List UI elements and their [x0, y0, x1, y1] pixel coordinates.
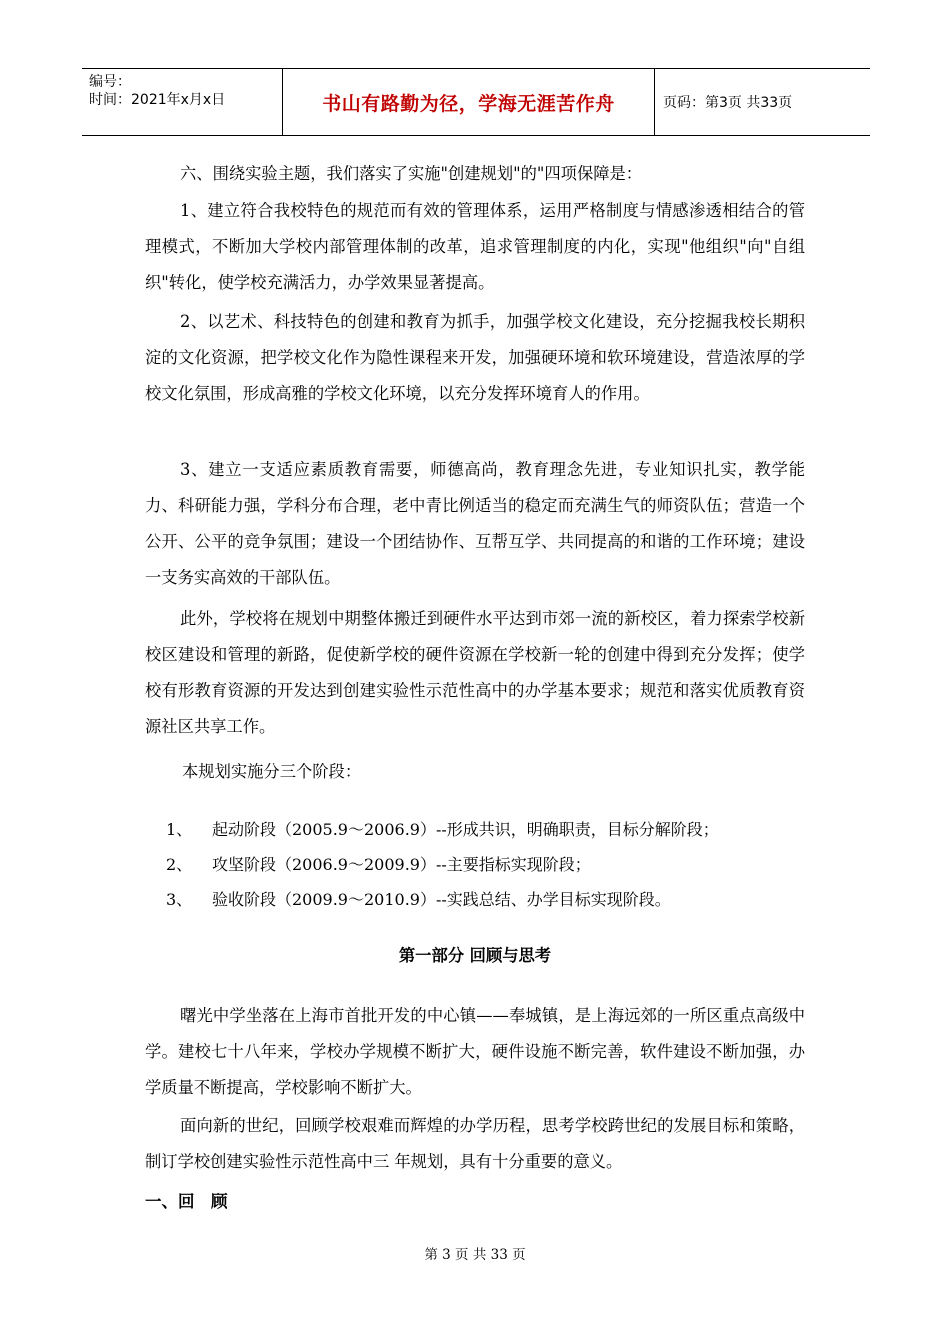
header-meta	[82, 69, 283, 135]
stage-number: 3、	[166, 890, 193, 909]
stage-item	[166, 820, 719, 840]
paragraph-6: 面向新的世纪，回顾学校艰难而辉煌的办学历程，思考学校跨世纪的发展目标和策略，制订学校创建实验性示范性高中三 年规划，具有十分重要的意义。	[145, 1116, 805, 1171]
page-footer: 第 3 页 共 33 页	[424, 1247, 526, 1263]
stage-item	[166, 855, 591, 875]
doc-time-label: 时间：2021年x月x日	[89, 92, 226, 108]
stage-text: 起动阶段（2005.9～2006.9）--形成共识，明确职责，目标分解阶段；	[212, 820, 719, 839]
paragraph-5: 曙光中学坐落在上海市首批开发的中心镇——奉城镇，是上海远郊的一所区重点高级中学。建校七十八年来，学校办学规模不断扩大，硬件设施不断完善，软件建设不断加强，办学质量不断提高，学校影响不断扩大。	[145, 1006, 805, 1097]
stage-text: 攻坚阶段（2006.9～2009.9）--主要指标实现阶段；	[212, 855, 591, 874]
header-motto-cell	[283, 69, 655, 135]
page-header	[82, 68, 870, 136]
paragraph-3: 3、建立一支适应素质教育需要，师德高尚，教育理念先进，专业知识扎实，教学能力、科研能力强，学科分布合理，老中青比例适当的稳定而充满生气的师资队伍；营造一个公开、公平的竞争氛围；建设一个团结协作、互帮互学、共同提高的和谐的工作环境；建设一支务实高效的干部队伍。	[145, 460, 805, 587]
paragraph-2: 2、以艺术、科技特色的创建和教育为抓手，加强学校文化建设，充分挖掘我校长期积淀的文化资源，把学校文化作为隐性课程来开发，加强硬环境和软环境建设，营造浓厚的学校文化氛围，形成高雅的学校文化环境，以充分发挥环境育人的作用。	[145, 312, 805, 403]
stage-text: 验收阶段（2009.9～2010.9）--实践总结、办学目标实现阶段。	[212, 890, 671, 909]
stage-number: 2、	[166, 855, 193, 874]
header-motto: 书山有路勤为径，学海无涯苦作舟	[322, 92, 615, 115]
intro-line: 六、围绕实验主题，我们落实了实施"创建规划"的"四项保障是：	[180, 164, 643, 183]
stages-intro: 本规划实施分三个阶段：	[182, 762, 362, 781]
section-title: 第一部分 回顾与思考	[398, 946, 552, 965]
subsection-title: 一、回 顾	[145, 1192, 228, 1211]
paragraph-4: 此外，学校将在规划中期整体搬迁到硬件水平达到市郊一流的新校区，着力探索学校新校区建设和管理的新路，促使新学校的硬件资源在学校新一轮的创建中得到充分发挥；使学校有形教育资源的开发达到创建实验性示范性高中的办学基本要求；规范和落实优质教育资源社区共享工作。	[145, 609, 805, 736]
stage-number: 1、	[166, 820, 193, 839]
paragraph-1: 1、建立符合我校特色的规范而有效的管理体系，运用严格制度与情感渗透相结合的管理模式，不断加大学校内部管理体制的改革，追求管理制度的内化，实现"他组织"向"自组织"转化，使学校充满活力，办学效果显著提高。	[145, 201, 805, 292]
doc-number-label: 编号：	[89, 74, 131, 90]
header-page-info: 页码：第3页 共33页	[663, 95, 793, 111]
stage-item	[166, 890, 671, 910]
